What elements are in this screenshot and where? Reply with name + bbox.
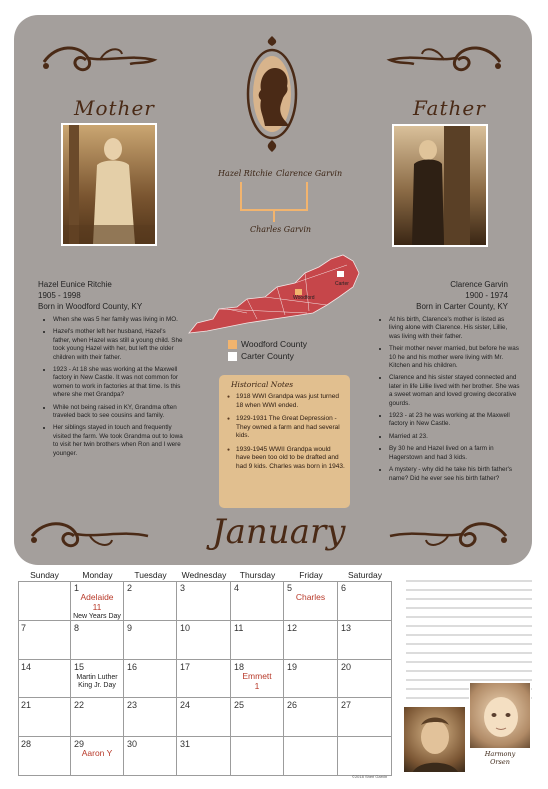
weekday-header: Saturday [347, 570, 383, 580]
day-number: 23 [127, 700, 138, 710]
day-number: 12 [287, 623, 298, 633]
calendar-day-cell[interactable] [18, 660, 71, 698]
calendar-day-cell[interactable] [18, 698, 71, 737]
holiday-label: New Years Day [73, 613, 121, 620]
cameo-silhouette [243, 34, 301, 154]
calendar-day-cell[interactable] [338, 621, 392, 660]
weekday-header: Tuesday [134, 570, 167, 580]
father-heading: Father [413, 96, 486, 120]
weekday-header: Sunday [30, 570, 59, 580]
mother-fact: • Her siblings stayed in touch and frequently visited the farm. We took Grandma out to Iowa to visit her twin brothers when Ron and I were younger. [53, 424, 184, 458]
calendar-day-cell[interactable] [231, 737, 284, 776]
mother-fact: • 1923 - At 18 she was working at the Maxwell factory in New Castle. It was not common for women to work in factories at that time. Is this where she met Grandpa? [53, 366, 184, 400]
notes-title: Historical Notes [231, 380, 294, 389]
day-number: 29 [74, 739, 85, 749]
weekday-header: Monday [82, 570, 113, 580]
calendar-day-cell[interactable] [124, 581, 177, 621]
calendar-day-cell[interactable] [18, 737, 71, 776]
father-fact: • Clarence and his sister stayed connected and later in life Lillie lived with her brother. She was a sweet woman and loved growing decorative gourds. [389, 374, 520, 408]
calendar-day-cell[interactable] [124, 698, 177, 737]
day-number: 21 [21, 700, 32, 710]
mother-fact: • While not being raised in KY, Grandma often traveled back to see cousins and family. [53, 404, 184, 421]
calendar-day-cell[interactable] [338, 581, 392, 621]
calendar-day-cell[interactable] [284, 621, 338, 660]
calendar-day-cell[interactable] [231, 660, 284, 698]
family-tree-lines [235, 180, 315, 224]
calendar-day-cell[interactable] [71, 581, 124, 621]
calendar-day-cell[interactable] [71, 698, 124, 737]
day-number: 25 [234, 700, 245, 710]
calendar-day-cell[interactable] [177, 621, 231, 660]
mother-years: 1905 - 1998 [38, 291, 81, 300]
calendar-day-cell[interactable] [177, 660, 231, 698]
swatch-carter [228, 352, 237, 361]
birthday-event: 1 [254, 681, 260, 691]
top-right-flourish [384, 40, 508, 80]
day-number: 10 [180, 623, 191, 633]
tree-child-name: Charles Garvin [250, 225, 312, 234]
calendar-day-cell[interactable] [284, 737, 338, 776]
father-fact: • At his birth, Clarence's mother is listed as living alone with Clarence. His sister, Lillie, was living with their father. [389, 316, 520, 341]
father-years: 1900 - 1974 [465, 291, 508, 300]
legend-label: Carter County [241, 351, 294, 361]
mother-info [38, 279, 142, 312]
calendar-day-cell[interactable] [124, 621, 177, 660]
kentucky-map [187, 253, 361, 337]
map-label-carter: Carter [335, 281, 349, 287]
calendar-day-cell[interactable] [231, 698, 284, 737]
birthday-event: Charles [295, 592, 326, 602]
day-number: 19 [287, 662, 298, 672]
birthday-event: 11 [92, 602, 102, 612]
calendar-day-cell[interactable] [71, 660, 124, 698]
carter-county-shape [337, 271, 344, 277]
grandchild-photo-1 [403, 706, 466, 773]
mother-heading: Mother [74, 96, 155, 120]
calendar-day-cell[interactable] [338, 737, 392, 776]
calendar-day-cell[interactable] [284, 698, 338, 737]
calendar-day-cell[interactable] [338, 660, 392, 698]
calendar-day-cell[interactable] [177, 737, 231, 776]
father-fact: • 1923 - at 23 he was working at the Maxwell factory in New Castle. [389, 412, 520, 429]
holiday-label: Martin Luther King Jr. Day [76, 674, 118, 689]
day-number: 9 [127, 623, 133, 633]
day-number: 17 [180, 662, 191, 672]
mother-full-name: Hazel Eunice Ritchie [38, 280, 112, 289]
father-info [416, 279, 508, 312]
mother-facts-list [42, 316, 184, 462]
day-number: 18 [234, 662, 245, 672]
copyright: ©2018 Sheri Garvin [352, 774, 388, 779]
calendar-day-cell[interactable] [231, 621, 284, 660]
note-item: ● 1929-1931 The Great Depression - They owned a farm and had several kids. [227, 415, 345, 441]
day-number: 15 [74, 662, 85, 672]
father-birthplace: Born in Carter County, KY [416, 302, 508, 311]
day-number: 5 [287, 583, 293, 593]
day-number: 26 [287, 700, 298, 710]
calendar-day-cell[interactable] [18, 621, 71, 660]
birthday-event: Emmett [242, 671, 272, 681]
legend-woodford [228, 338, 307, 350]
day-number: 13 [341, 623, 352, 633]
calendar-day-cell[interactable] [338, 698, 392, 737]
day-number: 2 [127, 583, 133, 593]
calendar-day-cell[interactable] [124, 737, 177, 776]
weekday-header: Friday [299, 570, 323, 580]
bottom-left-flourish [24, 516, 152, 556]
grandchild-name-1: Harmony [484, 750, 516, 758]
calendar-day-cell[interactable] [71, 621, 124, 660]
month-title: January [212, 512, 346, 552]
father-fact: • Their mother never married, but before he was 10 he and his mother were living with Mr. Kitchen and his children. [389, 345, 520, 370]
notes-list [227, 393, 345, 476]
legend-carter [228, 350, 307, 362]
map-legend [228, 338, 307, 362]
day-number: 7 [21, 623, 27, 633]
father-full-name: Clarence Garvin [450, 280, 508, 289]
father-fact: • By 30 he and Hazel lived on a farm in Hagerstown and had 3 kids. [389, 445, 520, 462]
top-left-flourish [36, 40, 160, 80]
calendar-day-cell[interactable] [124, 660, 177, 698]
grandchild-names [480, 750, 520, 766]
day-number: 4 [234, 583, 240, 593]
calendar-day-cell[interactable] [231, 581, 284, 621]
calendar-day-cell[interactable] [177, 698, 231, 737]
day-number: 20 [341, 662, 352, 672]
day-number: 3 [180, 583, 186, 593]
mother-birthplace: Born in Woodford County, KY [38, 302, 143, 311]
mother-fact: • When she was 5 her family was living in MO. [53, 316, 184, 324]
day-number: 11 [234, 623, 244, 633]
day-number: 1 [74, 583, 80, 593]
grandchild-name-2: Orsen [490, 758, 510, 766]
day-number: 31 [180, 739, 191, 749]
tree-mother-name: Hazel Ritchie [218, 169, 273, 178]
historical-notes [219, 375, 350, 508]
day-number: 14 [21, 662, 32, 672]
day-number: 8 [74, 623, 80, 633]
weekday-header: Wednesday [181, 570, 227, 580]
tree-father-name: Clarence Garvin [276, 169, 343, 178]
note-item: ● 1918 WWI Grandpa was just turned 18 when WWI ended. [227, 393, 345, 410]
map-label-woodford: Woodford [293, 295, 315, 301]
day-number: 6 [341, 583, 347, 593]
father-facts-list [378, 316, 520, 487]
weekday-header: Thursday [239, 570, 276, 580]
calendar-day-cell[interactable] [18, 581, 71, 621]
birthday-event: Adelaide [80, 592, 114, 602]
legend-label: Woodford County [241, 339, 307, 349]
calendar-day-cell[interactable] [71, 737, 124, 776]
mother-photo [61, 123, 157, 246]
swatch-woodford [228, 340, 237, 349]
calendar-day-cell[interactable] [177, 581, 231, 621]
father-photo [392, 124, 488, 247]
calendar-day-cell[interactable] [284, 660, 338, 698]
father-fact: • A mystery - why did he take his birth father's name? Did he ever see his birth father? [389, 466, 520, 483]
day-number: 27 [341, 700, 352, 710]
birthday-event: Aaron Y [81, 748, 113, 758]
bottom-right-flourish [386, 516, 514, 556]
day-number: 16 [127, 662, 138, 672]
day-number: 24 [180, 700, 191, 710]
day-number: 22 [74, 700, 85, 710]
note-item: ● 1939-1945 WWII Grandpa would have been too old to be drafted and had 9 kids. Charles was born in 1943. [227, 446, 345, 472]
day-number: 30 [127, 739, 138, 749]
day-number: 28 [21, 739, 32, 749]
calendar-day-cell[interactable] [284, 581, 338, 621]
father-fact: • Married at 23. [389, 433, 520, 441]
grandchild-photo-2 [469, 682, 531, 749]
mother-fact: • Hazel's mother left her husband, Hazel's father, when Hazel was still a young child. She took young Hazel with her, but left the older children with their father. [53, 328, 184, 362]
